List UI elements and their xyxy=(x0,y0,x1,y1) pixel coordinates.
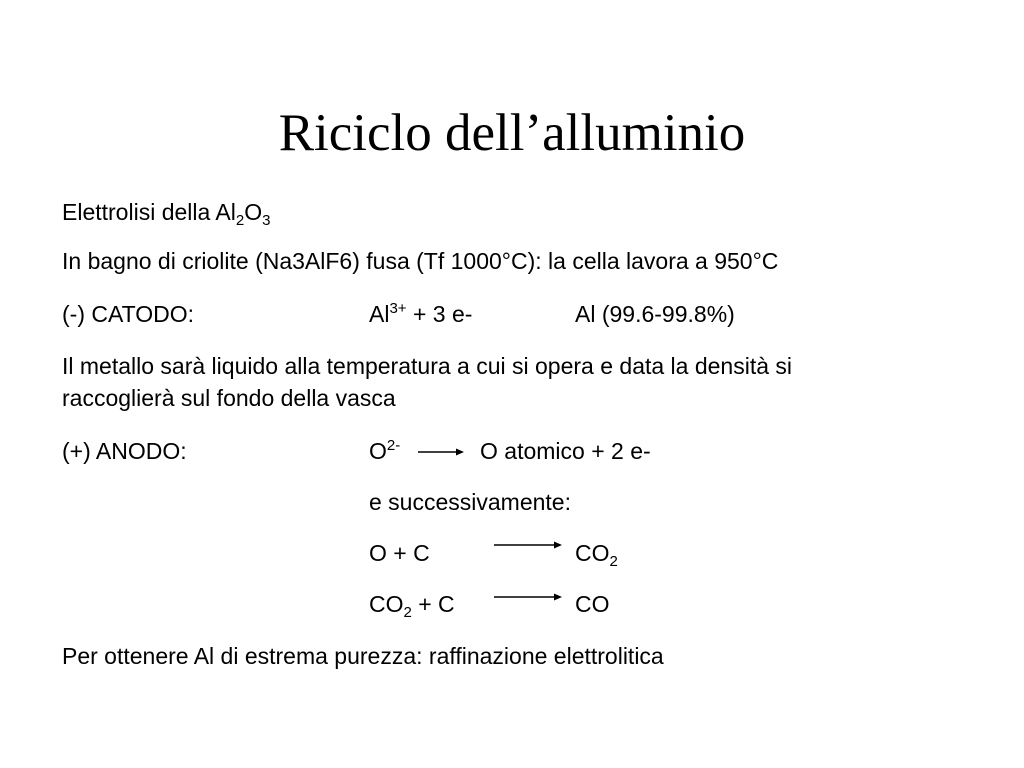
purity-note: Per ottenere Al di estrema purezza: raffinazione elettrolitica xyxy=(62,643,664,669)
reaction-2-product: CO xyxy=(575,591,610,617)
electrolysis-sub-2: 3 xyxy=(262,212,271,229)
bath-line: In bagno di criolite (Na3AlF6) fusa (Tf 1000°C): la cella lavora a 950°C xyxy=(62,248,779,274)
subsequently-text: e successivamente: xyxy=(369,489,571,515)
slide-title: Riciclo dell’alluminio xyxy=(278,104,746,162)
reaction-1-arrow-icon xyxy=(492,538,564,552)
metal-note-line-2: raccoglierà sul fondo della vasca xyxy=(62,385,396,411)
reaction-2-reactant-base: CO xyxy=(369,591,404,617)
reaction-2-reactants xyxy=(369,589,455,620)
metal-note-line-1: Il metallo sarà liquido alla temperatura a cui si opera e data la densità si xyxy=(62,353,793,379)
anode-ion: O xyxy=(369,438,387,464)
electrolysis-line xyxy=(62,197,270,228)
electrolysis-sub-1: 2 xyxy=(235,212,245,229)
cathode-label: (-) CATODO: xyxy=(62,301,195,327)
anode-ion-charge: 2- xyxy=(386,437,401,454)
reaction-1-product xyxy=(575,538,618,569)
anode-ion-wrap xyxy=(369,436,400,467)
cathode-reaction xyxy=(369,299,472,330)
cathode-ion: Al xyxy=(369,301,390,327)
anode-product: O atomico + 2 e- xyxy=(480,438,651,464)
anode-label: (+) ANODO: xyxy=(62,438,187,464)
electrolysis-text: Elettrolisi della Al xyxy=(62,199,236,225)
cathode-product: Al (99.6-99.8%) xyxy=(575,301,735,327)
electrolysis-oxygen: O xyxy=(244,199,263,225)
cathode-ion-charge: 3+ xyxy=(389,300,407,317)
reaction-1-product-base: CO xyxy=(575,540,610,566)
reaction-1-reactants: O + C xyxy=(369,540,430,566)
reaction-2-reactant-sub: 2 xyxy=(403,604,412,621)
cathode-electrons: + 3 e- xyxy=(406,301,473,327)
anode-arrow-icon xyxy=(416,445,466,459)
reaction-2-arrow-icon xyxy=(492,590,564,604)
reaction-1-product-sub: 2 xyxy=(609,553,618,570)
reaction-2-reactant-rest: + C xyxy=(411,591,455,617)
